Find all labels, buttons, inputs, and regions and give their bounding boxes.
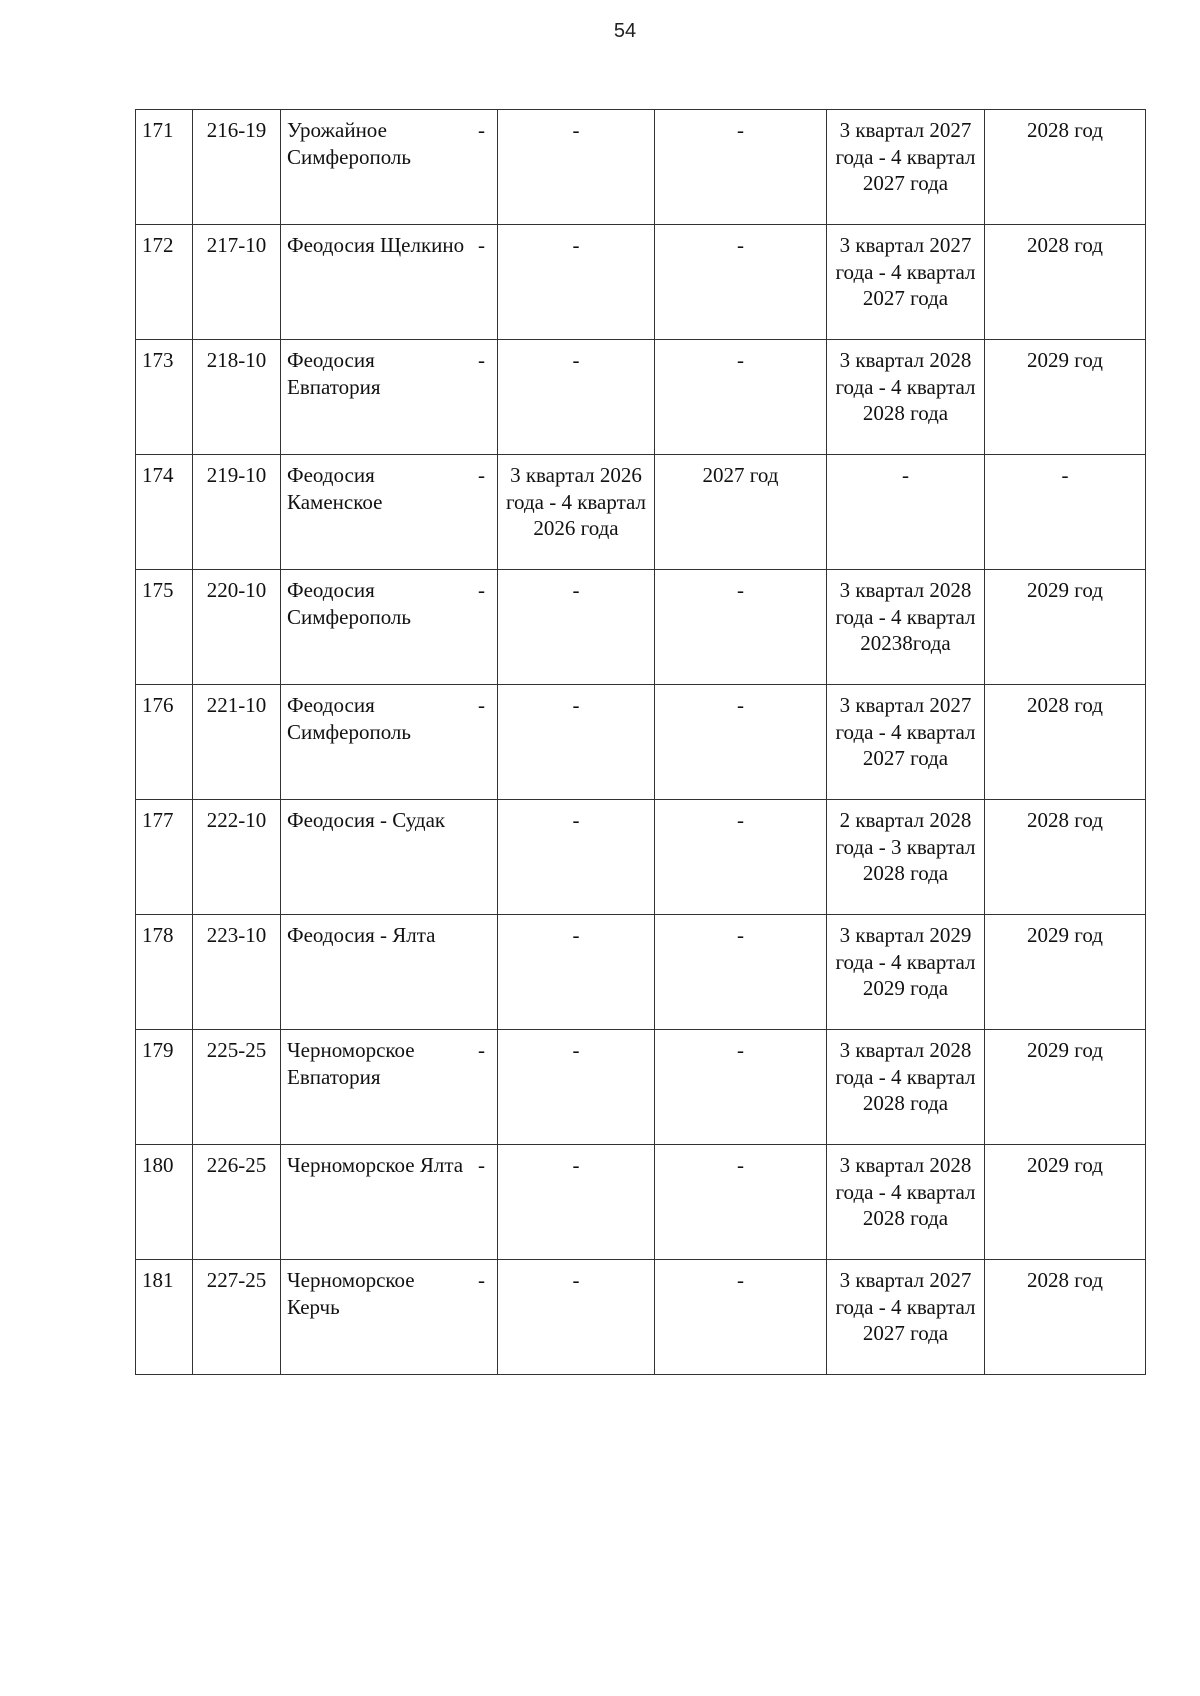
route-name-text: Черноморское Ялта (287, 1153, 464, 1177)
route-name-text: Феодосия Симферополь (287, 693, 411, 744)
col5-cell: - (655, 570, 827, 685)
table-row (136, 800, 1146, 915)
col6-cell: 3 квартал 2029 года - 4 квартал 2029 года (827, 915, 985, 1030)
table-row (136, 110, 1146, 225)
route-code-cell: 227-25 (193, 1260, 281, 1375)
col6-cell: - (827, 455, 985, 570)
route-name-text: Феодосия - Ялта (287, 923, 436, 947)
schedule-table-container (135, 109, 1145, 1375)
row-number-cell: 175 (136, 570, 193, 685)
col5-cell: - (655, 225, 827, 340)
col7-cell: 2029 год (985, 570, 1146, 685)
row-number-cell: 176 (136, 685, 193, 800)
col6-cell: 3 квартал 2028 года - 4 квартал 2028 года (827, 1145, 985, 1260)
col7-cell: - (985, 455, 1146, 570)
table-row (136, 1260, 1146, 1375)
route-name-cell (281, 225, 498, 340)
route-code-cell: 222-10 (193, 800, 281, 915)
route-dash: - (478, 463, 485, 487)
col5-cell: - (655, 1145, 827, 1260)
route-code-cell: 216-19 (193, 110, 281, 225)
col4-cell: - (498, 225, 655, 340)
col5-cell: - (655, 1260, 827, 1375)
col7-cell: 2029 год (985, 340, 1146, 455)
col7-cell: 2028 год (985, 110, 1146, 225)
table-row (136, 225, 1146, 340)
col6-cell: 3 квартал 2027 года - 4 квартал 2027 года (827, 685, 985, 800)
route-dash: - (478, 1153, 485, 1177)
col5-cell: - (655, 800, 827, 915)
table-row (136, 915, 1146, 1030)
route-name-text: Черноморское Евпатория (287, 1038, 415, 1089)
route-dash: - (478, 1038, 485, 1062)
route-name-cell (281, 110, 498, 225)
col4-cell: - (498, 800, 655, 915)
col5-cell: - (655, 1030, 827, 1145)
route-name-text: Феодосия Евпатория (287, 348, 381, 399)
page-number: 54 (613, 20, 637, 42)
route-name-text: Черноморское Керчь (287, 1268, 415, 1319)
col5-cell: - (655, 685, 827, 800)
route-name-cell (281, 340, 498, 455)
table-row (136, 340, 1146, 455)
route-code-cell: 220-10 (193, 570, 281, 685)
route-code-cell: 223-10 (193, 915, 281, 1030)
row-number-cell: 180 (136, 1145, 193, 1260)
col7-cell: 2028 год (985, 225, 1146, 340)
route-name-cell (281, 915, 498, 1030)
route-name-text: Феодосия Симферополь (287, 578, 411, 629)
col4-cell: - (498, 340, 655, 455)
route-name-cell (281, 685, 498, 800)
col4-cell: - (498, 1145, 655, 1260)
col6-cell: 3 квартал 2028 года - 4 квартал 2028 года (827, 1030, 985, 1145)
route-name-cell (281, 455, 498, 570)
route-name-text: Урожайное Симферополь (287, 118, 411, 169)
route-name-cell (281, 570, 498, 685)
table-row (136, 1145, 1146, 1260)
route-dash: - (478, 578, 485, 602)
col7-cell: 2029 год (985, 1145, 1146, 1260)
route-dash: - (478, 118, 485, 142)
row-number-cell: 178 (136, 915, 193, 1030)
route-name-cell (281, 1260, 498, 1375)
schedule-table-body (136, 110, 1146, 1375)
route-dash: - (478, 1268, 485, 1292)
col5-cell: 2027 год (655, 455, 827, 570)
col7-cell: 2029 год (985, 1030, 1146, 1145)
route-code-cell: 219-10 (193, 455, 281, 570)
route-name-cell (281, 1030, 498, 1145)
col6-cell: 3 квартал 2028 года - 4 квартал 20238года (827, 570, 985, 685)
row-number-cell: 172 (136, 225, 193, 340)
route-code-cell: 217-10 (193, 225, 281, 340)
row-number-cell: 179 (136, 1030, 193, 1145)
col7-cell: 2028 год (985, 1260, 1146, 1375)
row-number-cell: 171 (136, 110, 193, 225)
route-code-cell: 226-25 (193, 1145, 281, 1260)
row-number-cell: 181 (136, 1260, 193, 1375)
col5-cell: - (655, 915, 827, 1030)
route-dash: - (478, 348, 485, 372)
route-dash: - (478, 693, 485, 717)
row-number-cell: 177 (136, 800, 193, 915)
route-dash: - (478, 233, 485, 257)
col6-cell: 3 квартал 2027 года - 4 квартал 2027 года (827, 110, 985, 225)
col4-cell: - (498, 1030, 655, 1145)
route-name-text: Феодосия - Судак (287, 808, 446, 832)
col5-cell: - (655, 110, 827, 225)
col6-cell: 2 квартал 2028 года - 3 квартал 2028 года (827, 800, 985, 915)
col6-cell: 3 квартал 2027 года - 4 квартал 2027 года (827, 1260, 985, 1375)
col4-cell: - (498, 915, 655, 1030)
col5-cell: - (655, 340, 827, 455)
table-row (136, 1030, 1146, 1145)
col4-cell: - (498, 570, 655, 685)
schedule-table (135, 109, 1146, 1375)
route-code-cell: 218-10 (193, 340, 281, 455)
route-code-cell: 225-25 (193, 1030, 281, 1145)
col6-cell: 3 квартал 2027 года - 4 квартал 2027 года (827, 225, 985, 340)
col4-cell: - (498, 685, 655, 800)
row-number-cell: 174 (136, 455, 193, 570)
table-row (136, 685, 1146, 800)
route-name-cell (281, 1145, 498, 1260)
col6-cell: 3 квартал 2028 года - 4 квартал 2028 года (827, 340, 985, 455)
col7-cell: 2028 год (985, 800, 1146, 915)
table-row (136, 455, 1146, 570)
route-code-cell: 221-10 (193, 685, 281, 800)
route-name-cell (281, 800, 498, 915)
col4-cell: - (498, 1260, 655, 1375)
table-row (136, 570, 1146, 685)
col4-cell: - (498, 110, 655, 225)
route-name-text: Феодосия Каменское (287, 463, 383, 514)
route-name-text: Феодосия Щелкино (287, 233, 465, 257)
row-number-cell: 173 (136, 340, 193, 455)
col4-cell: 3 квартал 2026 года - 4 квартал 2026 года (498, 455, 655, 570)
col7-cell: 2028 год (985, 685, 1146, 800)
col7-cell: 2029 год (985, 915, 1146, 1030)
